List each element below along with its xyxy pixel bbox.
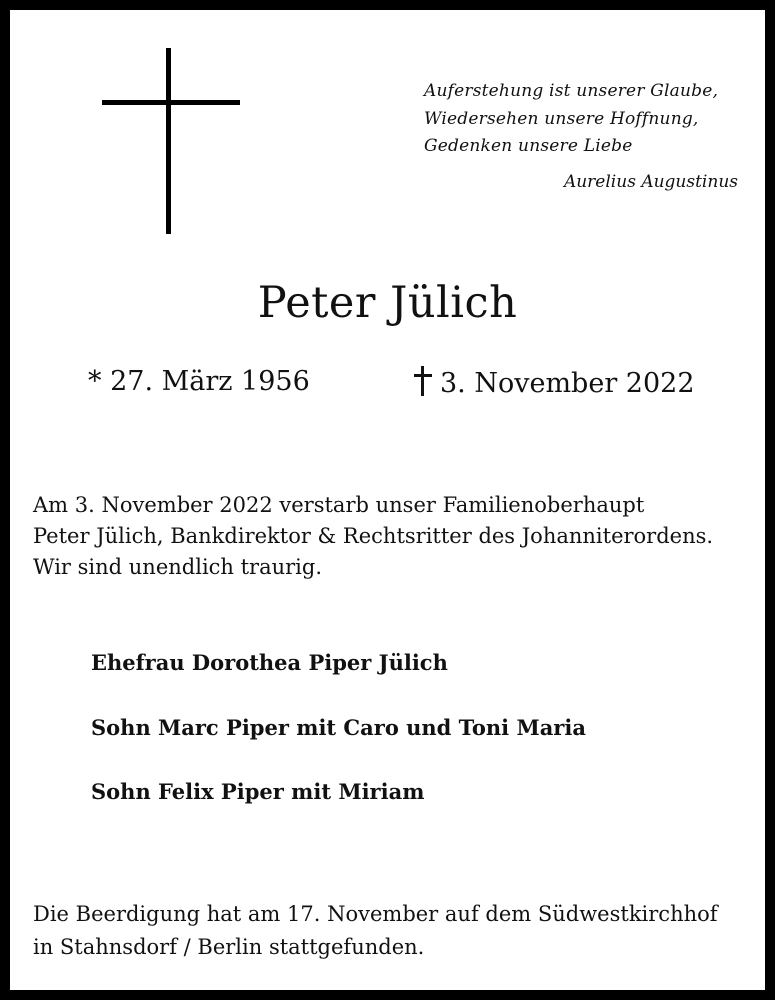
announcement-text: [33, 490, 763, 583]
cross-horizontal-bar: [102, 100, 240, 105]
death-cross-icon: [414, 366, 432, 396]
death-date-block: [414, 366, 695, 399]
quote-block: [424, 78, 744, 161]
family-member: Sohn Felix Piper mit Miriam: [91, 779, 425, 804]
family-list: [91, 650, 586, 844]
quote-author: Aurelius Augustinus: [563, 172, 738, 192]
announcement-line: Wir sind unendlich traurig.: [33, 555, 323, 579]
announcement-line: Peter Jülich, Bankdirektor & Rechtsritter des Johanniterordens.: [33, 524, 714, 548]
deceased-name: Peter Jülich: [257, 278, 518, 328]
funeral-line: Die Beerdigung hat am 17. November auf dem Südwestkirchhof: [33, 902, 718, 926]
family-member: Sohn Marc Piper mit Caro und Toni Maria: [91, 714, 586, 740]
funeral-line: in Stahnsdorf / Berlin stattgefunden.: [33, 935, 425, 959]
family-member: Ehefrau Dorothea Piper Jülich: [91, 650, 448, 675]
quote-line: Gedenken unsere Liebe: [424, 136, 633, 156]
quote-line: Wiedersehen unsere Hoffnung,: [424, 108, 699, 129]
birth-date: * 27. März 1956: [88, 366, 310, 397]
cross-icon: [102, 48, 240, 234]
announcement-line: Am 3. November 2022 verstarb unser Familienoberhaupt: [33, 493, 645, 517]
cross-vertical-bar: [166, 48, 171, 234]
quote-line: Auferstehung ist unserer Glaube,: [424, 81, 719, 101]
funeral-notice: [33, 898, 763, 964]
death-date: 3. November 2022: [440, 368, 695, 399]
